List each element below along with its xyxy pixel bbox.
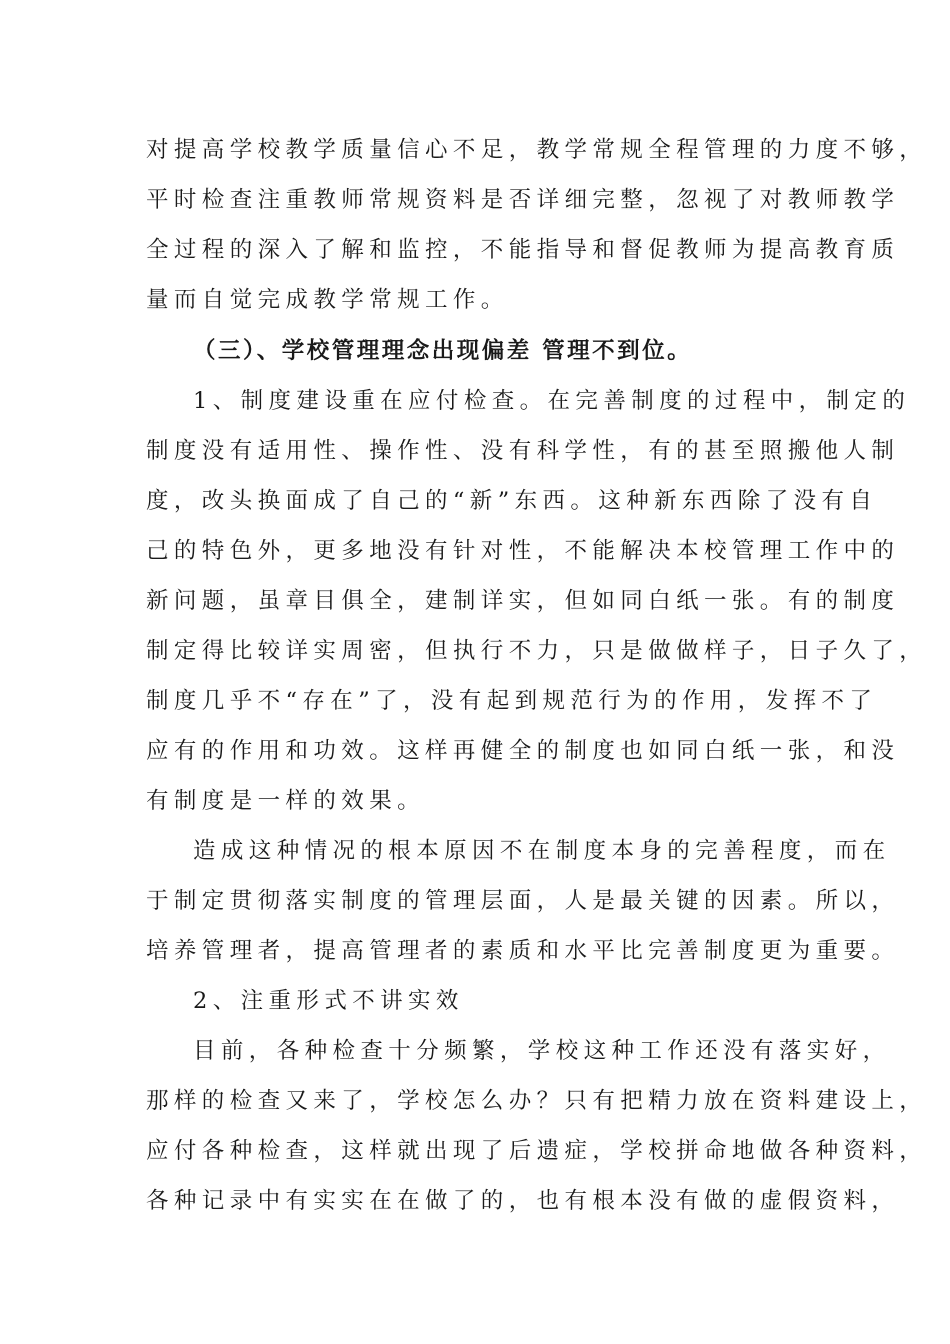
paragraph-line: 制度几乎不“存在”了，没有起到规范行为的作用，发挥不了 [146, 688, 878, 714]
paragraph-line: 各种记录中有实实在在做了的，也有根本没有做的虚假资料， [146, 1188, 900, 1214]
paragraph-line: 制度没有适用性、操作性、没有科学性，有的甚至照搬他人制 [146, 438, 900, 464]
paragraph-line: 培养管理者，提高管理者的素质和水平比完善制度更为重要。 [146, 938, 900, 964]
paragraph-line: 制定得比较详实周密，但执行不力，只是做做样子，日子久了， [146, 638, 928, 664]
paragraph-line: 应付各种检查，这样就出现了后遗症，学校拼命地做各种资料， [146, 1138, 928, 1164]
paragraph-line: 新问题，虽章目俱全，建制详实，但如同白纸一张。有的制度 [146, 588, 900, 614]
paragraph-line: 目前，各种检查十分频繁，学校这种工作还没有落实好， [193, 1038, 891, 1064]
paragraph-line: 己的特色外，更多地没有针对性，不能解决本校管理工作中的 [146, 538, 900, 564]
paragraph-line: 量而自觉完成教学常规工作。 [146, 287, 509, 313]
paragraph-line: 于制定贯彻落实制度的管理层面，人是最关键的因素。所以， [146, 888, 900, 914]
subheading: 2、注重形式不讲实效 [193, 988, 464, 1014]
paragraph-line: 造成这种情况的根本原因不在制度本身的完善程度，而在 [193, 838, 891, 864]
paragraph-line: 全过程的深入了解和监控，不能指导和督促教师为提高教育质 [146, 237, 900, 263]
paragraph-line: 有制度是一样的效果。 [146, 788, 426, 814]
paragraph-line: 1、制度建设重在应付检查。在完善制度的过程中，制定的 [193, 388, 911, 414]
paragraph-line: 应有的作用和功效。这样再健全的制度也如同白纸一张，和没 [146, 738, 900, 764]
paragraph-line: 对提高学校教学质量信心不足，教学常规全程管理的力度不够， [146, 137, 928, 163]
paragraph-line: 度，改头换面成了自己的“新”东西。这种新东西除了没有自 [146, 488, 878, 514]
section-heading: （三）、学校管理理念出现偏差 管理不到位。 [193, 338, 693, 364]
paragraph-line: 平时检查注重教师常规资料是否详细完整，忽视了对教师教学 [146, 187, 900, 213]
paragraph-line: 那样的检查又来了，学校怎么办？只有把精力放在资料建设上， [146, 1088, 928, 1114]
